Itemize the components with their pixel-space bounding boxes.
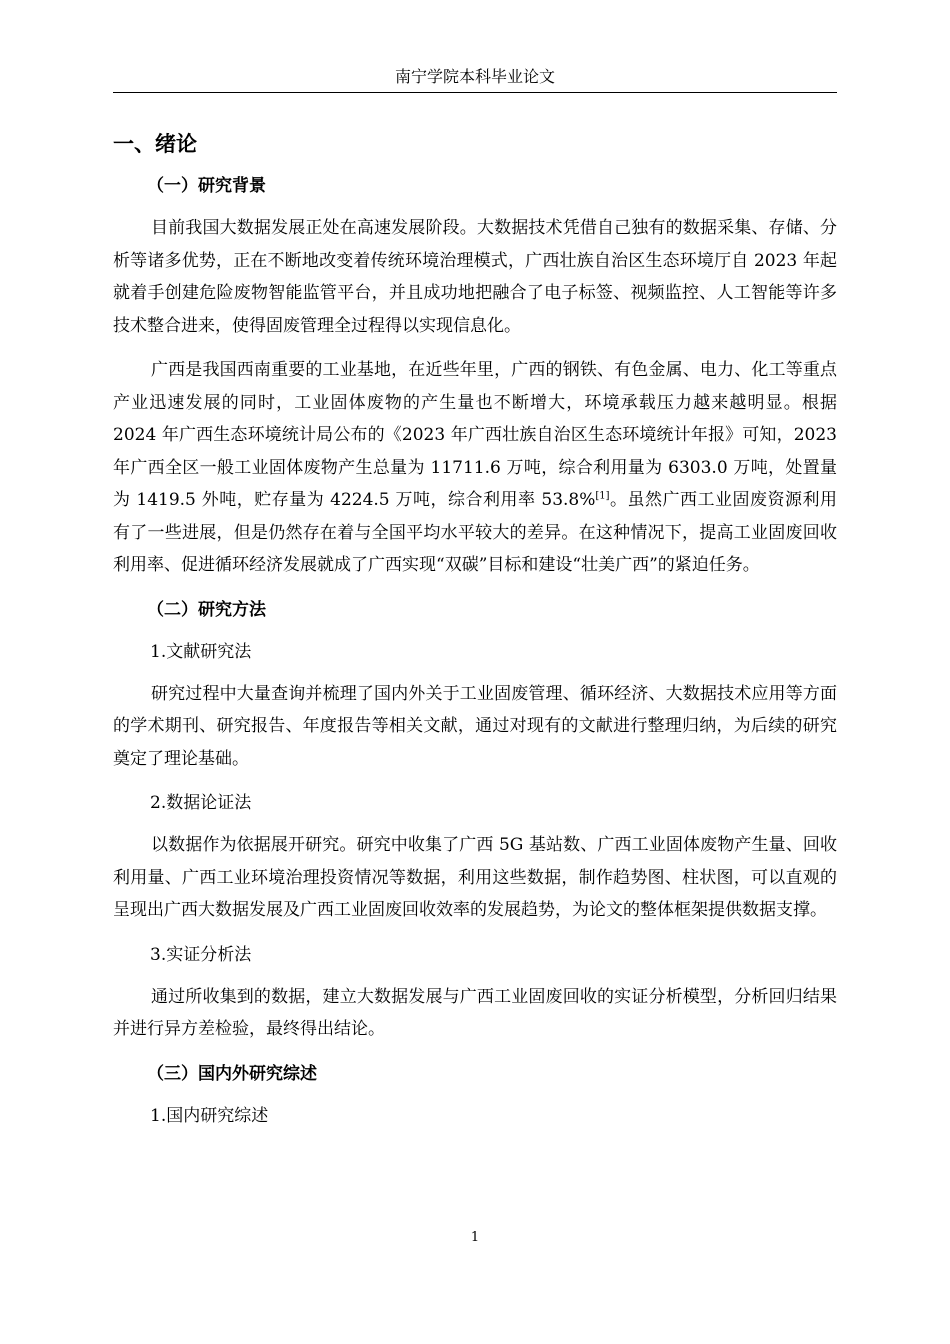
review-title-domestic: 1.国内研究综述 <box>150 1105 269 1126</box>
method-title-data: 2.数据论证法 <box>150 793 252 813</box>
citation-ref-1[interactable]: [1] <box>595 490 610 502</box>
page-header: 南宁学院本科毕业论文 <box>113 66 837 93</box>
method-title-literature: 1.文献研究法 <box>150 641 252 662</box>
paragraph-method-literature: 研究过程中大量查询并梳理了国内外关于工业固废管理、循环经济、大数据技术应用等方面的学术期刊、研究报告、年度报告等相关文献，通过对现有的文献进行整理归纳，为后续的研究奠定了理论基础。 <box>113 683 837 769</box>
paper-body <box>113 126 837 1142</box>
subsection-title-review: （三）国内外研究综述 <box>147 1063 317 1084</box>
section-title-introduction: 一、绪论 <box>113 132 197 156</box>
method-title-empirical: 3.实证分析法 <box>150 944 252 965</box>
subsection-title-methods: （二）研究方法 <box>147 599 266 620</box>
paragraph-background-2 <box>113 354 837 582</box>
subsection-title-background: （一）研究背景 <box>147 176 266 196</box>
paragraph-method-data: 以数据作为依据展开研究。研究中收集了广西 5G 基站数、广西工业固体废物产生量、回收利用量、广西工业环境治理投资情况等数据，利用这些数据，制作趋势图、柱状图，可以直观的呈现出广西大数据发展及广西工业固废回收效率的发展趋势，为论文的整体框架提供数据支撑。 <box>113 835 837 920</box>
paragraph-background-2-text: 广西是我国西南重要的工业基地，在近些年里，广西的钢铁、有色金属、电力、化工等重点产业迅速发展的同时，工业固体废物的产生量也不断增大，环境承载压力越来越明显。根据 2024 年广西生态环境统计局公布的《2023 年广西壮族自治区生态环境统计年报》可知，2023 年广西全区一般工业固体废物产生总量为 11711.6 万吨，综合利用量为 6303.0 万吨，处置量为 1419.5 外吨，贮存量为 4224.5 万吨，综合利用率 53.8% <box>113 360 837 510</box>
paragraph-method-empirical: 通过所收集到的数据，建立大数据发展与广西工业固废回收的实证分析模型，分析回归结果并进行异方差检验，最终得出结论。 <box>113 986 837 1039</box>
paragraph-background-2-tail: 。虽然广西工业固废资源利用有了一些进展，但是仍然存在着与全国平均水平较大的差异。在这种情况下，提高工业固废回收利用率、促进循环经济发展就成了广西实现“双碳”目标和建设“壮美广西”的紧迫任务。 <box>113 490 837 575</box>
page-number: 1 <box>470 1230 480 1245</box>
paragraph-background-1: 目前我国大数据发展正处在高速发展阶段。大数据技术凭借自己独有的数据采集、存储、分析等诸多优势，正在不断地改变着传统环境治理模式，广西壮族自治区生态环境厅自 2023 年起就着手创建危险废物智能监管平台，并且成功地把融合了电子标签、视频监控、人工智能等许多技术整合进来，使得固废管理全过程得以实现信息化。 <box>113 218 837 336</box>
